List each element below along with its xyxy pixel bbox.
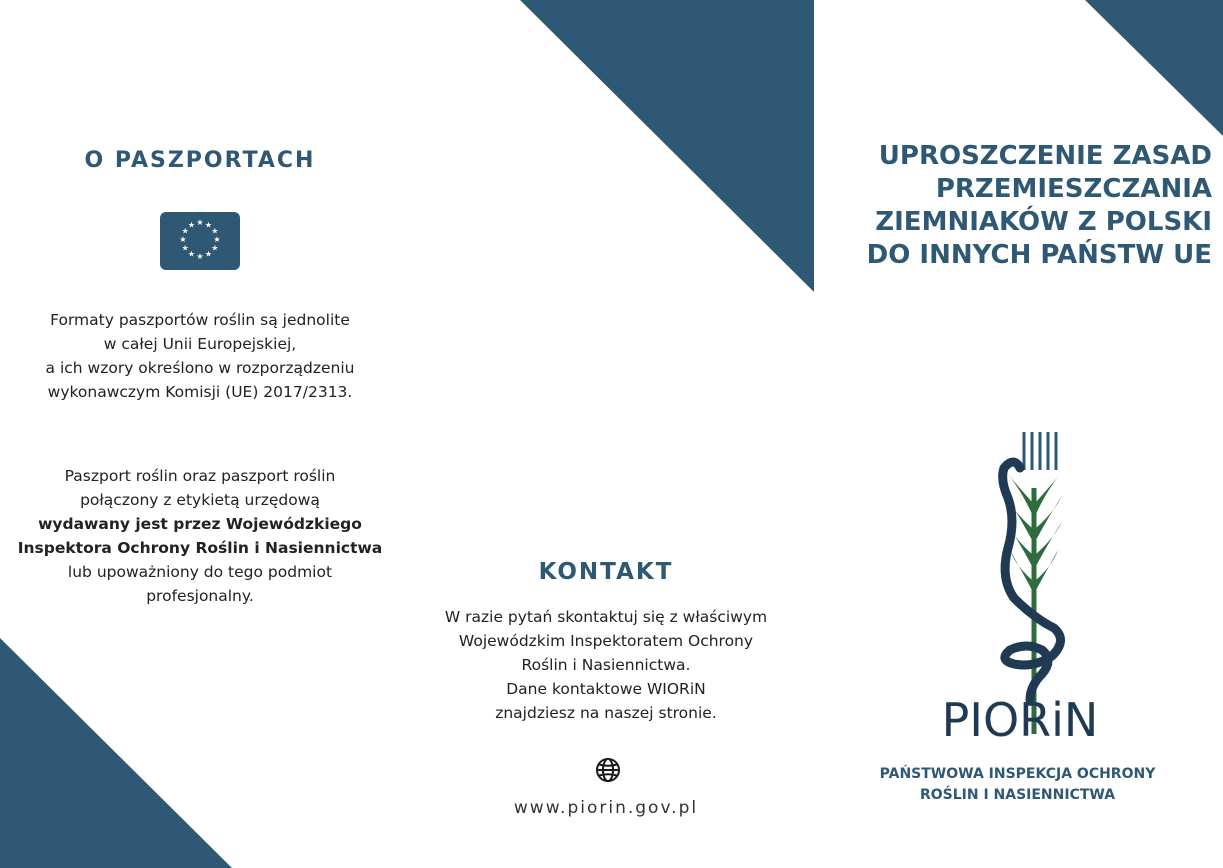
text-line: lub upoważniony do tego podmiot	[67, 563, 333, 581]
title-line: ZIEMNIAKÓW Z POLSKI	[875, 207, 1212, 237]
svg-text:★: ★	[187, 249, 196, 259]
text-line: W razie pytań skontaktuj się z właściwym	[444, 608, 768, 626]
title-line: UPROSZCZENIE ZASAD	[878, 141, 1212, 171]
globe-icon	[595, 757, 621, 783]
institution-line: ROŚLIN I NASIENNICTWA	[919, 787, 1116, 803]
text-line: Roślin i Nasiennictwa.	[521, 656, 691, 674]
text-line: Formaty paszportów roślin są jednolite	[50, 311, 350, 329]
institution-line: PAŃSTWOWA INSPEKCJA OCHRONY	[879, 766, 1156, 782]
svg-text:★: ★	[179, 235, 187, 244]
left-panel-passports	[0, 0, 400, 868]
svg-text:★: ★	[181, 226, 189, 236]
svg-text:★: ★	[204, 220, 213, 230]
right-panel-cover	[812, 0, 1223, 868]
text-line: połączony z etykietą urzędową	[80, 491, 320, 509]
passport-issuer-paragraph	[0, 464, 400, 608]
svg-text:★: ★	[187, 220, 196, 230]
svg-text:★: ★	[181, 243, 189, 253]
leaflet-main-title	[832, 140, 1212, 272]
text-line-bold: wydawany jest przez Wojewódzkiego	[38, 515, 362, 533]
piorin-logo	[942, 428, 1098, 748]
svg-text:★: ★	[213, 235, 221, 244]
svg-text:★: ★	[196, 252, 204, 261]
title-line: DO INNYCH PAŃSTW UE	[866, 240, 1212, 270]
text-line: znajdziesz na naszej stronie.	[495, 704, 717, 722]
contact-paragraph	[400, 605, 812, 725]
piorin-wordmark: PIORiN	[942, 693, 1098, 747]
svg-text:★: ★	[196, 218, 204, 227]
section-title-contact: KONTAKT	[538, 559, 674, 585]
svg-text:★: ★	[204, 249, 213, 259]
text-line: a ich wzory określono w rozporządzeniu	[45, 359, 355, 377]
text-line: profesjonalny.	[146, 587, 254, 605]
title-line: PRZEMIESZCZANIA	[935, 174, 1212, 204]
svg-text:★: ★	[211, 243, 219, 253]
text-line: w całej Unii Europejskiej,	[103, 335, 297, 353]
text-line: Wojewódzkim Inspektoratem Ochrony	[458, 632, 754, 650]
middle-panel-contact	[400, 0, 812, 868]
svg-text:★: ★	[211, 226, 219, 236]
text-line-bold: Inspektora Ochrony Roślin i Nasiennictwa	[17, 539, 383, 557]
section-title-passports: O PASZPORTACH	[84, 148, 316, 173]
passport-format-paragraph	[0, 308, 400, 404]
institution-name	[812, 764, 1223, 806]
website-link[interactable]: www.piorin.gov.pl	[513, 798, 699, 818]
text-line: Paszport roślin oraz paszport roślin	[64, 467, 336, 485]
eu-flag-icon	[160, 212, 240, 270]
text-line: Dane kontaktowe WIORiN	[506, 680, 706, 698]
text-line: wykonawczym Komisji (UE) 2017/2313.	[47, 383, 353, 401]
